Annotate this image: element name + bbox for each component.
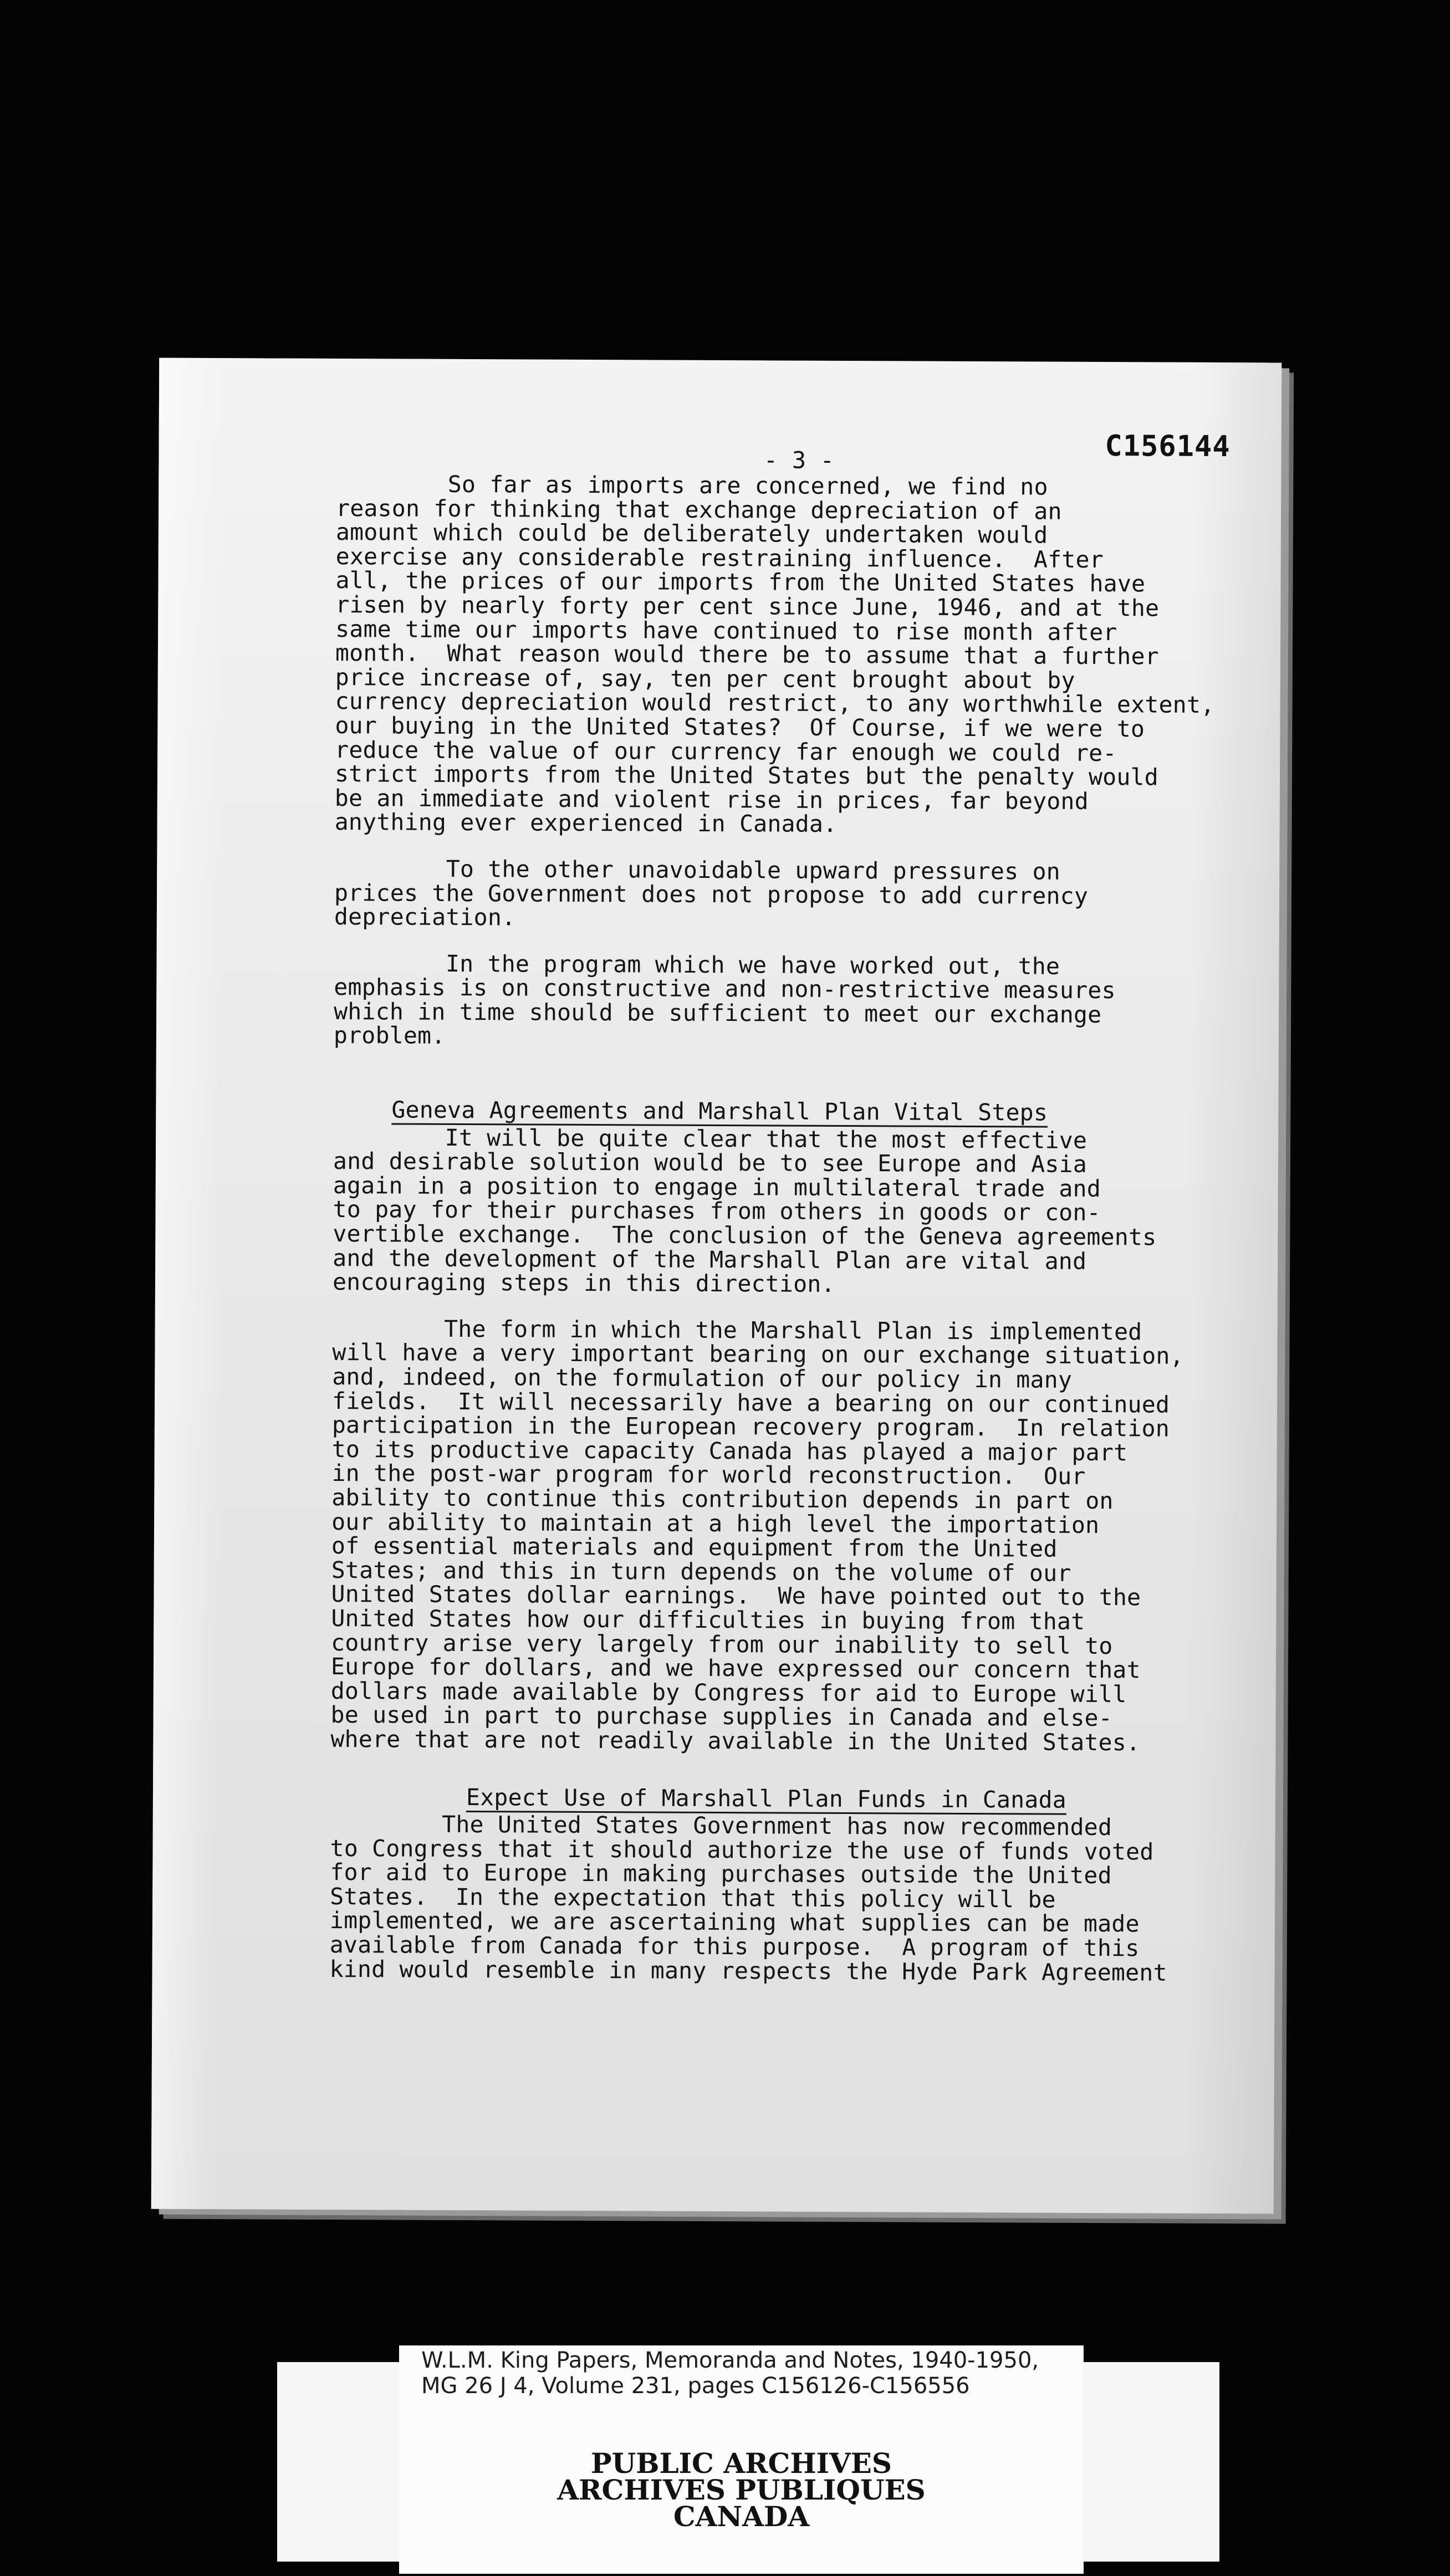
archive-stamp-country: CANADA xyxy=(673,2500,810,2533)
text-line: States; and this in turn depends on the volume of our xyxy=(331,1556,1071,1587)
text-line: vertible exchange. The conclusion of the Geneva agreements xyxy=(333,1220,1157,1251)
text-line: fields. It will necessarily have a bearing on our continued xyxy=(331,1387,1170,1418)
paragraph xyxy=(334,951,1238,1051)
text-line: of essential materials and equipment from the United xyxy=(331,1532,1058,1562)
text-line: So far as imports are concerned, we find no xyxy=(336,469,1048,500)
text-line: emphasis is on constructive and non-restrictive measures xyxy=(334,973,1116,1004)
section-marshall-funds xyxy=(330,1812,1234,1985)
section-geneva xyxy=(330,1125,1237,1755)
text-line: Europe for dollars, and we have expressed our concern that xyxy=(330,1653,1141,1684)
text-line: To the other unavoidable upward pressures on xyxy=(334,854,1061,885)
text-line: to Congress that it should authorize the use of funds voted xyxy=(330,1834,1154,1865)
text-line: country arise very largely from our inability to sell to xyxy=(331,1628,1113,1659)
section-heading-geneva: Geneva Agreements and Marshall Plan Vital Steps xyxy=(391,1096,1048,1126)
text-line: depreciation. xyxy=(334,903,516,931)
paragraph xyxy=(334,856,1238,933)
document-id: C156144 xyxy=(1105,430,1231,464)
heading-geneva-wrap xyxy=(333,1097,1237,1126)
text-line: price increase of, say, ten per cent brought about by xyxy=(335,663,1075,694)
text-line: to pay for their purchases from others in goods or con- xyxy=(333,1195,1101,1226)
page-number: - 3 - xyxy=(763,446,835,474)
paragraph xyxy=(333,1125,1237,1298)
label-card-left xyxy=(277,2362,399,2562)
document-body xyxy=(329,425,1239,2007)
paragraph xyxy=(330,1812,1234,1985)
text-line: in the post-war program for world reconstruction. Our xyxy=(331,1459,1086,1490)
archive-stamp-english: PUBLIC ARCHIVES xyxy=(591,2447,892,2480)
archive-citation-line2: MG 26 J 4, Volume 231, pages C156126-C156556 xyxy=(421,2373,970,2399)
text-line: ability to continue this contribution depends in part on xyxy=(331,1483,1114,1515)
text-line: be used in part to purchase supplies in Canada and else- xyxy=(330,1701,1113,1732)
label-card-right xyxy=(1084,2362,1219,2562)
section-heading-marshall-funds: Expect Use of Marshall Plan Funds in Canada xyxy=(466,1783,1067,1813)
text-line: same time our imports have continued to rise month after xyxy=(335,615,1117,646)
text-line: month. What reason would there be to assume that a further xyxy=(335,639,1159,670)
text-line: implemented, we are ascertaining what supplies can be made xyxy=(329,1907,1140,1938)
text-line: The United States Government has now recommended xyxy=(330,1810,1112,1841)
text-line: kind would resemble in many respects the Hyde Park Agreement xyxy=(329,1955,1167,1986)
text-line: United States how our difficulties in buying from that xyxy=(331,1604,1085,1635)
text-line: our ability to maintain at a high level the importation xyxy=(331,1507,1100,1539)
text-line: participation in the European recovery program. In relation xyxy=(331,1411,1170,1442)
text-line: available from Canada for this purpose. A program of this xyxy=(329,1931,1140,1962)
text-line: prices the Government does not propose to add currency xyxy=(334,878,1089,909)
text-line: It will be quite clear that the most effective xyxy=(333,1123,1088,1154)
archive-stamp-french: ARCHIVES PUBLIQUES xyxy=(557,2473,926,2506)
text-line: strict imports from the United States but the penalty would xyxy=(334,760,1159,791)
archive-citation-line1: W.L.M. King Papers, Memoranda and Notes, 1940-1950, xyxy=(421,2348,1039,2373)
text-line: exercise any considerable restraining influence. After xyxy=(335,542,1104,573)
text-line: currency depreciation would restrict, to any worthwhile extent, xyxy=(335,687,1215,719)
paragraph xyxy=(330,1316,1235,1755)
text-line: which in time should be sufficient to meet our exchange xyxy=(334,997,1102,1028)
text-line: anything ever experienced in Canada. xyxy=(334,808,838,838)
text-line: States. In the expectation that this policy will be xyxy=(330,1882,1056,1913)
text-line: and desirable solution would be to see Europe and Asia xyxy=(333,1147,1088,1178)
section-imports xyxy=(333,469,1240,1051)
text-line: and, indeed, on the formulation of our policy in many xyxy=(332,1362,1073,1393)
text-line: risen by nearly forty per cent since June, 1946, and at the xyxy=(335,590,1160,622)
text-line: dollars made available by Congress for aid to Europe will xyxy=(330,1677,1127,1708)
heading-marshall-wrap xyxy=(330,1784,1234,1812)
paragraph xyxy=(334,469,1240,838)
text-line: problem. xyxy=(333,1021,446,1050)
text-line: all, the prices of our imports from the United States have xyxy=(335,566,1146,597)
text-line: encouraging steps in this direction. xyxy=(332,1268,835,1298)
text-line: again in a position to engage in multilateral trade and xyxy=(333,1171,1101,1202)
text-line: will have a very important bearing on our exchange situation, xyxy=(332,1338,1184,1370)
text-line: our buying in the United States? Of Course, if we were to xyxy=(335,711,1145,743)
text-line: for aid to Europe in making purchases outside the United xyxy=(330,1858,1112,1889)
text-line: United States dollar earnings. We have pointed out to the xyxy=(331,1580,1141,1611)
text-line: and the development of the Marshall Plan are vital and xyxy=(333,1244,1087,1275)
text-line: In the program which we have worked out, the xyxy=(334,949,1060,980)
text-line: where that are not readily available in the United States. xyxy=(330,1725,1141,1756)
text-line: reason for thinking that exchange depreciation of an xyxy=(336,494,1062,525)
text-line: to its productive capacity Canada has played a major part xyxy=(331,1435,1128,1466)
text-line: reduce the value of our currency far enough we could re- xyxy=(335,735,1117,766)
document-page xyxy=(151,358,1282,2214)
text-line: The form in which the Marshall Plan is implemented xyxy=(332,1314,1142,1346)
text-line: amount which could be deliberately undertaken would xyxy=(335,518,1048,549)
text-line: be an immediate and violent rise in prices, far beyond xyxy=(334,784,1089,815)
